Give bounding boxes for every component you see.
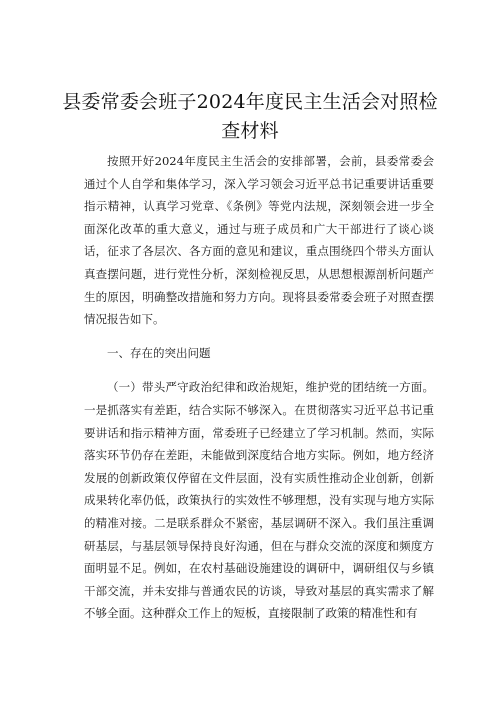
- section-paragraph: （一）带头严守政治纪律和政治规矩，维护党的团结统一方面。一是抓落实有差距，结合实际不够深入。在贯彻落实习近平总书记重要讲话和指示精神方面，常委班子已经建立了学习机制。然而，实际落实环节仍存在差距，未能做到深度结合地方实际。例如，地方经济发展的创新政策仅停留在文件层面，没有实质性推动企业创新，创新成果转化率仍低，政策执行的实效性不够理想，没有实现与地方实际的精准对接。二是联系群众不紧密，基层调研不深入。我们虽注重调研基层，与基层领导保持良好沟通，但在与群众交流的深度和频度方面明显不足。例如，在农村基础设施建设的调研中，调研组仅与乡镇干部交流，并未安排与普通农民的访谈，导致对基层的真实需求了解不够全面。这种群众工作上的短板，直接限制了政策的精准性和有: [84, 380, 434, 621]
- intro-paragraph: 按照开好2024年度民主生活会的安排部署，会前，县委常委会通过个人自学和集体学习，深入学习领会习近平总书记重要讲话重要指示精神，认真学习党章、《条例》等党内法规，深刻领会进一步全面深化改革的重大意义，通过与班子成员和广大干部进行了谈心谈话，征求了各层次、各方面的意见和建议，重点围绕四个带头方面认真查摆问题，进行党性分析，深刻检视反思，从思想根源剖析问题产生的原因，明确整改措施和努力方向。现将县委常委会班子对照查摆情况报告如下。: [84, 154, 434, 327]
- document-title: 县委常委会班子2024年度民主生活会对照检查材料: [62, 91, 438, 142]
- section-heading: 一、存在的突出问题: [107, 345, 211, 360]
- document-body: [84, 150, 434, 625]
